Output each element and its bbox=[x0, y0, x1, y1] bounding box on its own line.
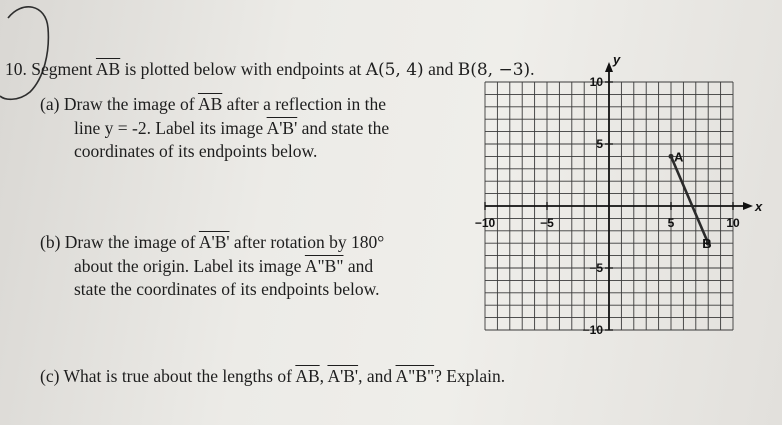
part-b-text: Draw the image of bbox=[64, 232, 196, 252]
part-b-label: (b) bbox=[40, 232, 61, 252]
part-c-label: (c) bbox=[40, 366, 60, 386]
part-c-text: What is true about the lengths of bbox=[63, 366, 292, 386]
part-a-text: and state the bbox=[301, 118, 390, 138]
point-b-label: B bbox=[702, 236, 712, 252]
y-tick-label: −5 bbox=[589, 261, 603, 275]
part-b-text: after rotation by 180° bbox=[233, 232, 385, 252]
stem-end: . bbox=[530, 59, 535, 79]
problem-number: 10. bbox=[5, 59, 27, 79]
part-a-segment-a-prime-b-prime: A'B' bbox=[266, 118, 298, 138]
problem-stem bbox=[5, 59, 535, 80]
segment-ab bbox=[671, 156, 708, 243]
part-a-line1 bbox=[40, 94, 386, 114]
part-a-text: after a reflection in the bbox=[226, 94, 386, 114]
part-a-text: line y = -2. Label its image bbox=[74, 118, 264, 138]
x-tick-label: −5 bbox=[540, 216, 554, 230]
stem-prefix: Segment bbox=[31, 59, 93, 79]
point-a bbox=[669, 154, 674, 159]
y-tick-label: 10 bbox=[589, 75, 603, 89]
y-axis-arrow bbox=[605, 62, 613, 72]
y-axis-label: y bbox=[613, 52, 621, 67]
part-a-line3: coordinates of its endpoints below. bbox=[74, 141, 318, 161]
part-c-segment-a-prime-b-prime: A'B' bbox=[327, 366, 359, 386]
x-axis-arrow bbox=[743, 202, 753, 210]
part-b-line1 bbox=[40, 232, 384, 252]
coordinate-grid bbox=[465, 52, 765, 342]
x-axis-label: x bbox=[755, 199, 763, 214]
part-a-label: (a) bbox=[40, 94, 60, 114]
x-tick-label: −10 bbox=[474, 216, 496, 230]
part-b-line2 bbox=[74, 256, 373, 276]
stem-middle: is plotted below with endpoints at bbox=[124, 59, 362, 79]
part-c-segment-a-double-prime-b-double-prime: A"B" bbox=[395, 366, 435, 386]
part-c-text: , and bbox=[358, 366, 393, 386]
stem-segment-ab: $\overline{AB}$ bbox=[95, 59, 121, 79]
y-tick-label: 5 bbox=[596, 137, 603, 151]
stem-and: and bbox=[428, 59, 454, 79]
part-a-line2 bbox=[74, 118, 389, 138]
point-a-label: A bbox=[674, 149, 684, 165]
part-c-text: ? Explain. bbox=[434, 366, 506, 386]
part-c-line bbox=[40, 366, 505, 386]
part-b-segment-a-double-prime-b-double-prime: A"B" bbox=[304, 256, 344, 276]
part-b-text: and bbox=[347, 256, 374, 276]
x-tick-label: 10 bbox=[726, 216, 740, 230]
point-b-coordinates: B(8, −3) bbox=[457, 60, 531, 80]
part-c-text: , bbox=[319, 366, 325, 386]
part-b-segment-a-prime-b-prime: A'B' bbox=[198, 232, 230, 252]
part-c-segment-ab: $\overline{AB}$ bbox=[295, 366, 320, 386]
y-tick-label: −10 bbox=[582, 323, 603, 337]
x-tick-label: 5 bbox=[667, 216, 675, 230]
part-a-segment-ab: $\overline{AB}$ bbox=[197, 94, 223, 114]
part-a-text: Draw the image of bbox=[63, 94, 195, 114]
part-b-line3: state the coordinates of its endpoints below. bbox=[74, 279, 380, 299]
part-b-text: about the origin. Label its image bbox=[74, 256, 302, 276]
point-a-coordinates: A(5, 4) bbox=[365, 60, 424, 80]
